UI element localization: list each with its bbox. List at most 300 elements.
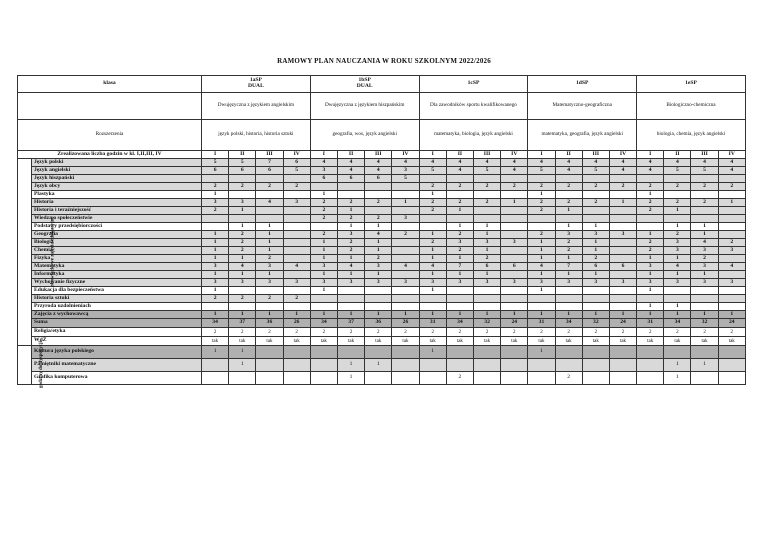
hours-cell: 3 (637, 279, 664, 287)
summary-cell: 2 (501, 328, 528, 337)
hours-cell (501, 295, 528, 303)
hours-cell: 2 (337, 247, 364, 255)
hours-cell: 2 (446, 247, 473, 255)
hours-cell (501, 215, 528, 223)
hours-cell: 1 (637, 287, 664, 295)
hours-cell: 6 (229, 167, 256, 175)
hours-cell: 2 (202, 183, 229, 191)
hours-cell: 4 (637, 167, 664, 175)
hours-cell (202, 215, 229, 223)
extra-hours-cell (419, 372, 446, 385)
hours-cell (283, 239, 310, 247)
hours-cell: 1 (202, 287, 229, 295)
hours-cell (473, 207, 500, 215)
subject-name: Zajęcia z wychowawcą (32, 311, 202, 319)
hours-cell: 1 (582, 271, 609, 279)
hours-cell: 1 (365, 311, 392, 319)
hours-cell: 4 (365, 231, 392, 239)
summary-cell: 34 (310, 319, 337, 328)
hours-cell: 2 (609, 183, 636, 191)
subject-name: Fizyka (32, 255, 202, 263)
hours-cell: 2 (419, 199, 446, 207)
hours-cell: 3 (419, 279, 446, 287)
hours-cell: 3 (229, 279, 256, 287)
summary-cell: tak (718, 337, 745, 346)
hours-cell: 1 (229, 311, 256, 319)
hours-cell (501, 303, 528, 311)
summary-cell: tak (637, 337, 664, 346)
hours-cell: 2 (310, 207, 337, 215)
summary-cell: tak (337, 337, 364, 346)
hours-cell: 1 (473, 231, 500, 239)
extra-hours-cell (392, 372, 419, 385)
hours-cell: 2 (691, 183, 718, 191)
hours-cell: 1 (664, 223, 691, 231)
hours-cell: 1 (419, 191, 446, 199)
hours-cell: 3 (718, 247, 745, 255)
hours-cell: 1 (691, 311, 718, 319)
subject-row (18, 207, 746, 215)
hours-cell: 3 (365, 279, 392, 287)
hours-cell (501, 175, 528, 183)
hours-cell: 2 (473, 183, 500, 191)
hours-cell: 5 (202, 159, 229, 167)
hours-cell (202, 223, 229, 231)
hours-cell: 1 (419, 287, 446, 295)
extra-row (18, 346, 746, 359)
grade-header: I (528, 151, 555, 159)
hours-cell (609, 247, 636, 255)
hours-cell: 4 (664, 263, 691, 271)
summary-cell: tak (528, 337, 555, 346)
hours-cell (310, 295, 337, 303)
hours-cell: 2 (718, 239, 745, 247)
hours-cell: 3 (256, 263, 283, 271)
hours-cell: 2 (229, 231, 256, 239)
hours-cell: 1 (202, 255, 229, 263)
hours-cell: 1 (229, 255, 256, 263)
hours-cell: 1 (310, 287, 337, 295)
hours-cell (691, 303, 718, 311)
grade-header: IV (283, 151, 310, 159)
hours-cell: 3 (664, 239, 691, 247)
hours-cell (256, 215, 283, 223)
hours-cell: 3 (528, 279, 555, 287)
hours-cell (256, 175, 283, 183)
hours-cell: 3 (582, 231, 609, 239)
hours-cell (528, 215, 555, 223)
hours-cell: 2 (528, 183, 555, 191)
hours-cell: 1 (256, 231, 283, 239)
hours-cell: 3 (664, 247, 691, 255)
hours-cell: 2 (392, 231, 419, 239)
hours-cell: 3 (637, 263, 664, 271)
extra-hours-cell (528, 359, 555, 372)
hours-cell (555, 287, 582, 295)
hours-cell: 2 (637, 239, 664, 247)
hours-cell (501, 255, 528, 263)
hours-cell (283, 215, 310, 223)
extra-hours-cell (501, 359, 528, 372)
hours-cell (609, 303, 636, 311)
subject-row (18, 199, 746, 207)
hours-cell (582, 303, 609, 311)
hours-cell: 1 (365, 239, 392, 247)
class-profile: Dwujęzyczna z językiem angielskim (202, 93, 311, 120)
grade-header: III (473, 151, 500, 159)
hours-cell (609, 239, 636, 247)
hours-cell (392, 303, 419, 311)
extra-hours-cell (637, 359, 664, 372)
extra-hours-cell: 1 (202, 346, 229, 359)
hours-cell: 1 (337, 255, 364, 263)
hours-cell: 3 (310, 279, 337, 287)
extra-hours-cell (202, 372, 229, 385)
extra-hours-cell (283, 359, 310, 372)
grade-header: IV (392, 151, 419, 159)
hours-cell (691, 287, 718, 295)
summary-cell: tak (609, 337, 636, 346)
hours-cell (637, 295, 664, 303)
hours-cell (392, 207, 419, 215)
grade-header: III (365, 151, 392, 159)
hours-cell (501, 223, 528, 231)
hours-cell: 3 (202, 279, 229, 287)
hours-cell: 1 (202, 239, 229, 247)
hours-cell: 1 (637, 191, 664, 199)
subject-name: Język hiszpański (32, 175, 202, 183)
hours-cell: 6 (609, 263, 636, 271)
hours-cell: 1 (582, 223, 609, 231)
hours-cell: 6 (473, 263, 500, 271)
summary-cell: 2 (419, 328, 446, 337)
hours-cell (718, 223, 745, 231)
hours-cell (582, 207, 609, 215)
hours-cell: 2 (473, 199, 500, 207)
class-name: 1dSP (528, 76, 637, 93)
hours-cell: 2 (229, 183, 256, 191)
extra-hours-cell (473, 346, 500, 359)
hours-cell: 1 (637, 255, 664, 263)
extra-row (18, 372, 746, 385)
summary-cell: 2 (718, 328, 745, 337)
hours-cell: 4 (582, 159, 609, 167)
summary-row (18, 337, 746, 346)
hours-cell: 2 (365, 199, 392, 207)
hours-cell: 4 (419, 263, 446, 271)
hours-cell (718, 191, 745, 199)
hours-cell (283, 207, 310, 215)
class-extensions: matematyka, geografia, język angielski (528, 120, 637, 151)
hours-cell (609, 207, 636, 215)
summary-cell: tak (555, 337, 582, 346)
hours-cell (392, 183, 419, 191)
hours-cell: 2 (365, 255, 392, 263)
hours-cell: 2 (582, 183, 609, 191)
hours-cell: 2 (256, 255, 283, 263)
subject-name: Przyroda uzdolnieniach (32, 303, 202, 311)
hours-cell (501, 271, 528, 279)
hours-cell: 2 (637, 207, 664, 215)
grade-header: III (256, 151, 283, 159)
hours-cell: 2 (283, 295, 310, 303)
hours-cell: 1 (365, 271, 392, 279)
hours-cell: 3 (310, 263, 337, 271)
hours-cell: 5 (392, 175, 419, 183)
grade-header: II (229, 151, 256, 159)
hours-cell: 4 (664, 159, 691, 167)
hours-cell: 2 (664, 183, 691, 191)
subject-row (18, 223, 746, 231)
hours-cell: 6 (337, 175, 364, 183)
hours-cell (229, 287, 256, 295)
summary-cell: 37 (229, 319, 256, 328)
hours-cell: 1 (637, 311, 664, 319)
grade-header: IV (501, 151, 528, 159)
hours-cell (718, 295, 745, 303)
summary-cell: 2 (555, 328, 582, 337)
extra-hours-cell (229, 372, 256, 385)
hours-cell: 3 (582, 279, 609, 287)
hours-cell (718, 287, 745, 295)
hours-cell: 1 (337, 271, 364, 279)
grade-header: IV (718, 151, 745, 159)
class-extensions: język polski, historia, historia sztuki (202, 120, 311, 151)
summary-cell: tak (501, 337, 528, 346)
summary-cell: 2 (691, 328, 718, 337)
hours-cell: 1 (392, 199, 419, 207)
class-extensions: geografia, wos, język angielski (310, 120, 419, 151)
extra-hours-cell (337, 346, 364, 359)
hours-cell: 2 (229, 239, 256, 247)
hours-cell: 2 (202, 295, 229, 303)
summary-cell: tak (691, 337, 718, 346)
hours-cell (365, 303, 392, 311)
hours-cell: 1 (691, 271, 718, 279)
hours-cell (718, 231, 745, 239)
hours-cell: 3 (664, 279, 691, 287)
summary-cell: tak (202, 337, 229, 346)
hours-cell (637, 223, 664, 231)
hours-cell: 2 (691, 199, 718, 207)
summary-cell: 2 (283, 328, 310, 337)
hours-cell: 5 (691, 167, 718, 175)
hours-cell: 1 (528, 311, 555, 319)
summary-cell: 32 (582, 319, 609, 328)
hours-cell: 2 (718, 183, 745, 191)
subject-row (18, 295, 746, 303)
hours-cell (718, 255, 745, 263)
extra-hours-cell (419, 359, 446, 372)
hours-cell: 1 (718, 311, 745, 319)
hours-cell: 2 (202, 207, 229, 215)
hours-cell (691, 215, 718, 223)
extra-hours-cell: 1 (528, 346, 555, 359)
hours-cell (582, 191, 609, 199)
hours-cell: 1 (555, 207, 582, 215)
hours-cell: 1 (473, 271, 500, 279)
hours-cell: 2 (256, 183, 283, 191)
profile-label-empty (18, 93, 202, 120)
hours-cell (283, 287, 310, 295)
hours-cell (528, 295, 555, 303)
hours-cell (419, 223, 446, 231)
hours-cell: 2 (446, 231, 473, 239)
hours-cell: 3 (718, 279, 745, 287)
extra-hours-cell (446, 346, 473, 359)
subject-name: Historia (32, 199, 202, 207)
hours-cell (419, 303, 446, 311)
extra-hours-cell: 2 (446, 372, 473, 385)
hours-cell: 1 (310, 255, 337, 263)
hours-cell: 4 (609, 167, 636, 175)
extra-hours-cell (473, 372, 500, 385)
hours-cell (256, 207, 283, 215)
hours-cell: 3 (473, 279, 500, 287)
grade-header: I (202, 151, 229, 159)
summary-cell: tak (664, 337, 691, 346)
summary-cell: tak (446, 337, 473, 346)
hours-cell: 1 (664, 271, 691, 279)
hours-cell: 1 (202, 231, 229, 239)
grade-header: II (337, 151, 364, 159)
hours-cell (555, 175, 582, 183)
summary-cell: 2 (256, 328, 283, 337)
hours-cell (446, 191, 473, 199)
summary-cell: 31 (637, 319, 664, 328)
hours-cell (446, 215, 473, 223)
hours-cell: 1 (664, 311, 691, 319)
hours-cell (691, 191, 718, 199)
hours-cell (392, 271, 419, 279)
hours-cell: 1 (528, 271, 555, 279)
class-extensions: matematyka, biologia, język angielski (419, 120, 528, 151)
hours-cell: 1 (256, 271, 283, 279)
hours-cell (283, 175, 310, 183)
hours-cell (473, 287, 500, 295)
hours-cell: 2 (637, 199, 664, 207)
hours-cell: 1 (664, 207, 691, 215)
summary-cell: tak (256, 337, 283, 346)
extra-hours-cell (256, 359, 283, 372)
hours-cell (392, 295, 419, 303)
subject-name: Geografia (32, 231, 202, 239)
summary-cell: 2 (637, 328, 664, 337)
hours-cell: 6 (202, 167, 229, 175)
extra-hours-cell (310, 359, 337, 372)
hours-cell (473, 295, 500, 303)
hours-cell: 1 (310, 311, 337, 319)
extra-hours-cell (392, 346, 419, 359)
hours-cell: 4 (501, 167, 528, 175)
hours-cell (256, 287, 283, 295)
hours-cell: 1 (582, 247, 609, 255)
summary-name: Religia/etyka (32, 328, 202, 337)
subject-row (18, 231, 746, 239)
hours-cell: 1 (528, 287, 555, 295)
extra-hours-cell: 2 (555, 372, 582, 385)
summary-cell: 24 (609, 319, 636, 328)
hours-cell: 2 (664, 199, 691, 207)
hours-cell: 4 (501, 159, 528, 167)
hours-cell: 1 (446, 223, 473, 231)
hours-cell: 1 (310, 247, 337, 255)
extra-hours-cell (637, 372, 664, 385)
hours-cell: 1 (473, 223, 500, 231)
hours-cell: 1 (256, 311, 283, 319)
hours-cell: 7 (555, 263, 582, 271)
hours-cell: 2 (473, 255, 500, 263)
extra-hours-cell (555, 346, 582, 359)
extra-hours-cell (637, 346, 664, 359)
hours-cell: 3 (392, 279, 419, 287)
extra-hours-cell (528, 372, 555, 385)
summary-cell: 36 (365, 319, 392, 328)
summary-cell: 34 (555, 319, 582, 328)
hours-cell (637, 175, 664, 183)
hours-cell: 4 (691, 159, 718, 167)
hours-cell (609, 271, 636, 279)
hours-cell: 2 (310, 215, 337, 223)
hours-cell: 2 (365, 215, 392, 223)
hours-cell (337, 287, 364, 295)
hours-cell: 5 (229, 159, 256, 167)
hours-cell: 5 (473, 167, 500, 175)
hours-cell: 6 (365, 175, 392, 183)
hours-cell: 2 (501, 183, 528, 191)
hours-cell (337, 191, 364, 199)
hours-cell (609, 223, 636, 231)
hours-cell: 4 (637, 159, 664, 167)
hours-cell (664, 175, 691, 183)
hours-cell: 1 (528, 191, 555, 199)
hours-cell: 4 (446, 159, 473, 167)
hours-cell: 3 (609, 279, 636, 287)
hours-cell: 6 (582, 263, 609, 271)
subject-row (18, 215, 746, 223)
class-profile: Matematyczno-geograficzna (528, 93, 637, 120)
hours-cell: 6 (256, 167, 283, 175)
hours-cell: 1 (310, 239, 337, 247)
hours-cell: 4 (229, 263, 256, 271)
hours-cell: 7 (256, 159, 283, 167)
subject-name: Chemia (32, 247, 202, 255)
extra-hours-cell (473, 359, 500, 372)
extra-hours-cell (392, 359, 419, 372)
hours-cell: 3 (691, 279, 718, 287)
extra-hours-cell (365, 372, 392, 385)
hours-cell: 1 (310, 191, 337, 199)
hours-cell: 3 (337, 279, 364, 287)
summary-cell: 31 (528, 319, 555, 328)
summary-cell: 2 (392, 328, 419, 337)
subject-name: Język obcy (32, 183, 202, 191)
hours-cell (229, 303, 256, 311)
hours-cell (501, 247, 528, 255)
hours-cell: 5 (283, 167, 310, 175)
hours-cell (256, 303, 283, 311)
hours-cell: 3 (283, 199, 310, 207)
hours-cell: 4 (283, 263, 310, 271)
hours-cell: 1 (582, 311, 609, 319)
hours-cell (392, 223, 419, 231)
hours-cell: 6 (310, 175, 337, 183)
summary-cell: 26 (283, 319, 310, 328)
hours-cell (283, 303, 310, 311)
hours-cell: 2 (664, 231, 691, 239)
extra-hours-cell: 1 (337, 372, 364, 385)
hours-cell: 2 (691, 255, 718, 263)
